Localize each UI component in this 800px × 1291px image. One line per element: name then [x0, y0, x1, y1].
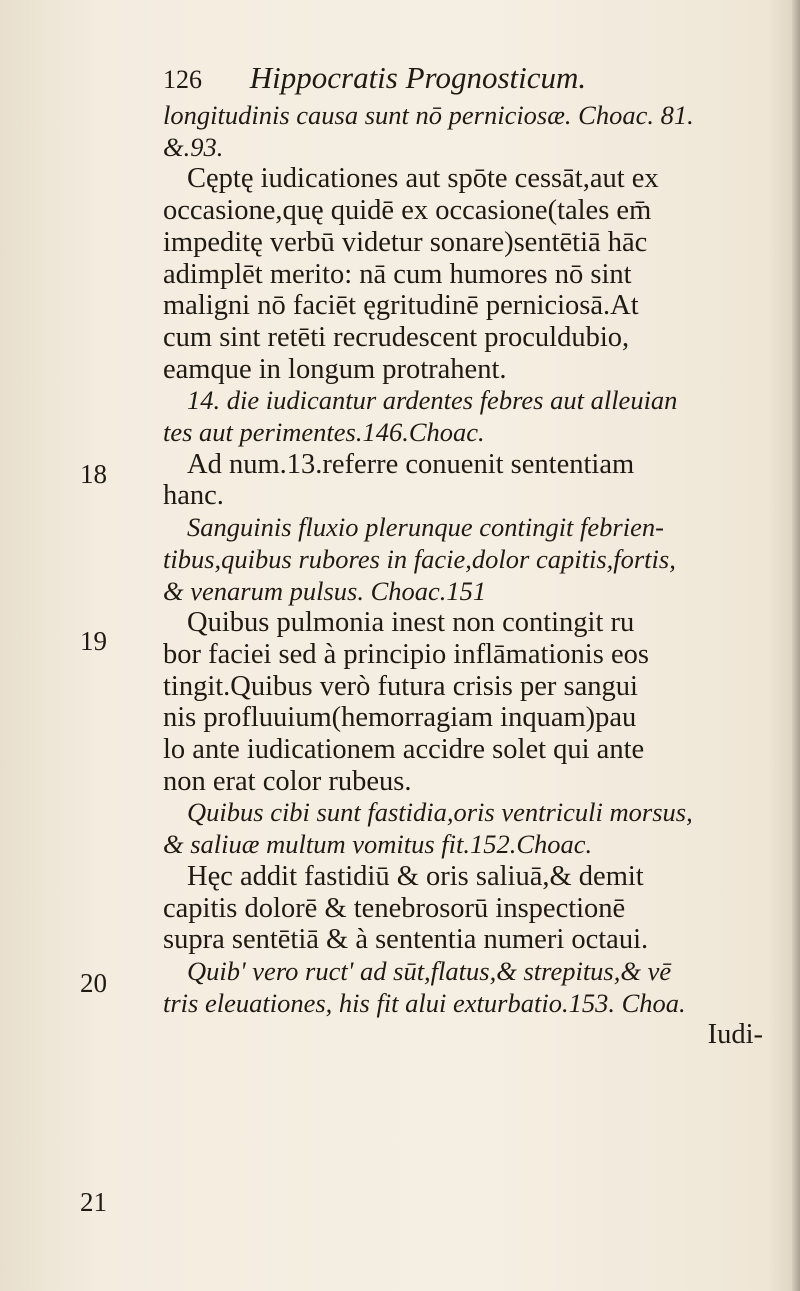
text-line: occasione,quę quidē ex occasione(tales em̄	[163, 195, 652, 227]
text-line: Cęptę iudicationes aut spōte cessāt,aut ex	[187, 163, 659, 195]
text-line: supra sentētiā & à sententia numeri octaui.	[163, 924, 649, 956]
text-line: Ad num.13.referre conuenit sententiam	[187, 448, 635, 480]
text-line: tris eleuationes, his fit alui exturbatio.153. Choa.	[163, 987, 686, 1018]
text-line: eamque in longum protrahent.	[163, 353, 507, 385]
text-line: capitis dolorē & tenebrosorū inspectionē	[163, 892, 626, 924]
text-line: Hęc addit fastidiū & oris saliuā,& demit	[187, 860, 644, 892]
catchword: Iudi-	[707, 1019, 763, 1051]
text-line: nis profluuium(hemorragiam inquam)pau	[163, 702, 637, 734]
text-line: & venarum pulsus. Choac.151	[163, 575, 487, 606]
text-line: &.93.	[163, 131, 224, 162]
margin-number: 21	[80, 1187, 107, 1217]
text-line: non erat color rubeus.	[163, 765, 412, 797]
page-number: 126	[163, 65, 202, 94]
text-line: Sanguinis fluxio plerunque contingit febrien-	[187, 512, 664, 543]
text-line: Quib' vero ruct' ad sūt,flatus,& strepitus,& vē	[187, 955, 672, 986]
text-line: & saliuæ multum vomitus fit.152.Choac.	[163, 829, 593, 860]
margin-number: 20	[80, 968, 107, 998]
text-line: tingit.Quibus verò futura crisis per sangui	[163, 670, 638, 702]
text-line: longitudinis causa sunt nō perniciosæ. Choac. 81.	[163, 100, 694, 130]
text-line: hanc.	[163, 480, 224, 512]
text-line: bor faciei sed à principio inflāmationis eos	[163, 638, 649, 670]
text-line: maligni nō faciēt ęgritudinē perniciosā.At	[163, 290, 639, 322]
text-line: cum sint retēti recrudescent proculdubio,	[163, 321, 630, 353]
margin-number: 18	[80, 459, 107, 489]
text-line: Quibus cibi sunt fastidia,oris ventriculi morsus,	[187, 797, 693, 828]
text-line: tes aut perimentes.146.Choac.	[163, 417, 485, 448]
running-title: Hippocratis Prognosticum.	[249, 60, 587, 95]
text-line: tibus,quibus rubores in facie,dolor capitis,fortis,	[163, 543, 676, 574]
body-text	[163, 100, 763, 1051]
page-header	[163, 60, 763, 96]
margin-number: 19	[80, 626, 107, 656]
page-edge	[792, 0, 800, 1291]
text-line: adimplēt merito: nā cum humores nō sint	[163, 258, 632, 290]
text-line: lo ante iudicationem accidre solet qui ante	[163, 734, 645, 766]
text-line: 14. die iudicantur ardentes febres aut alleuian	[187, 385, 678, 416]
text-line: impeditę verbū videtur sonare)sentētiā hāc	[163, 226, 648, 258]
text-line: Quibus pulmonia inest non contingit ru	[187, 607, 635, 639]
